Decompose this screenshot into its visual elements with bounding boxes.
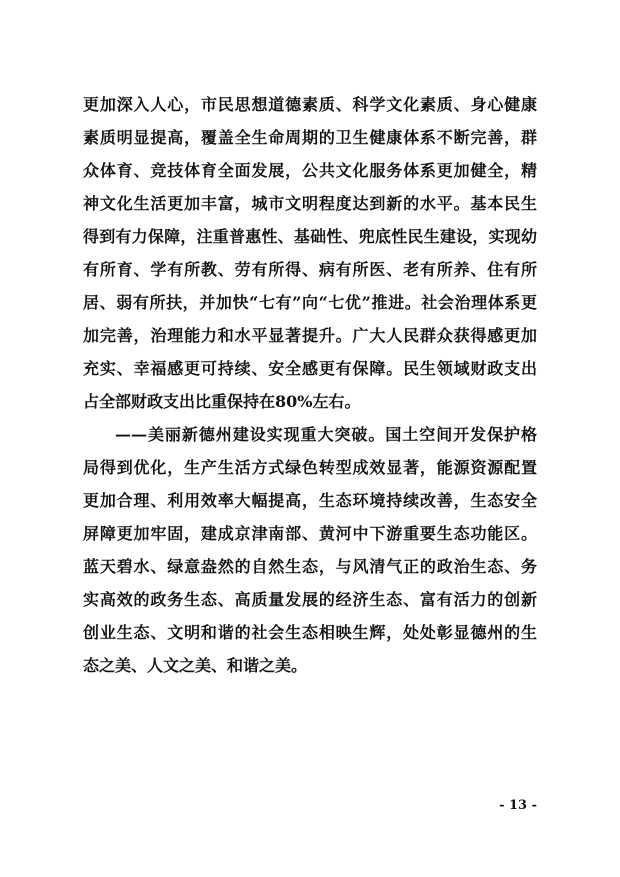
paragraph-livelihood [83,92,537,422]
text-line: 占全部财政支出比重保持在80%左右。 [83,392,361,411]
paragraph-ecology [83,422,537,686]
text-line: 素质明显提高，覆盖全生命周期的卫生健康体系不断完善，群 [83,128,537,147]
text-line: 充实、幸福感更可持续、安全感更有保障。民生领域财政支出 [83,359,537,378]
text-line: 有所育、学有所教、劳有所得、病有所医、老有所养、住有所 [83,260,537,279]
text-line: 更加深入人心，市民思想道德素质、科学文化素质、身心健康 [83,95,537,114]
text-line: 局得到优化，生产生活方式绿色转型成效显著，能源资源配置 [83,458,537,477]
text-line: 得到有力保障，注重普惠性、基础性、兜底性民生建设，实现幼 [83,227,537,246]
text-line: 更加合理、利用效率大幅提高，生态环境持续改善，生态安全 [83,491,537,510]
text-line: 众体育、竞技体育全面发展，公共文化服务体系更加健全，精 [83,161,537,180]
page-number: - 13 - [499,798,537,813]
text-line: ——美丽新德州建设实现重大突破。国土空间开发保护格 [115,425,537,444]
text-line: 加完善，治理能力和水平显著提升。广大人民群众获得感更加 [83,326,537,345]
text-line: 居、弱有所扶，并加快“七有”向“七优”推进。社会治理体系更 [83,293,537,312]
text-line: 神文化生活更加丰富，城市文明程度达到新的水平。基本民生 [83,194,537,213]
text-line: 实高效的政务生态、高质量发展的经济生态、富有活力的创新 [83,590,537,609]
body-text [83,92,537,686]
text-line: 创业生态、文明和谐的社会生态相映生辉，处处彰显德州的生 [83,623,537,642]
text-line: 态之美、人文之美、和谐之美。 [83,656,308,675]
text-line: 蓝天碧水、绿意盎然的自然生态，与风清气正的政治生态、务 [83,557,537,576]
text-line: 屏障更加牢固，建成京津南部、黄河中下游重要生态功能区。 [83,524,537,543]
